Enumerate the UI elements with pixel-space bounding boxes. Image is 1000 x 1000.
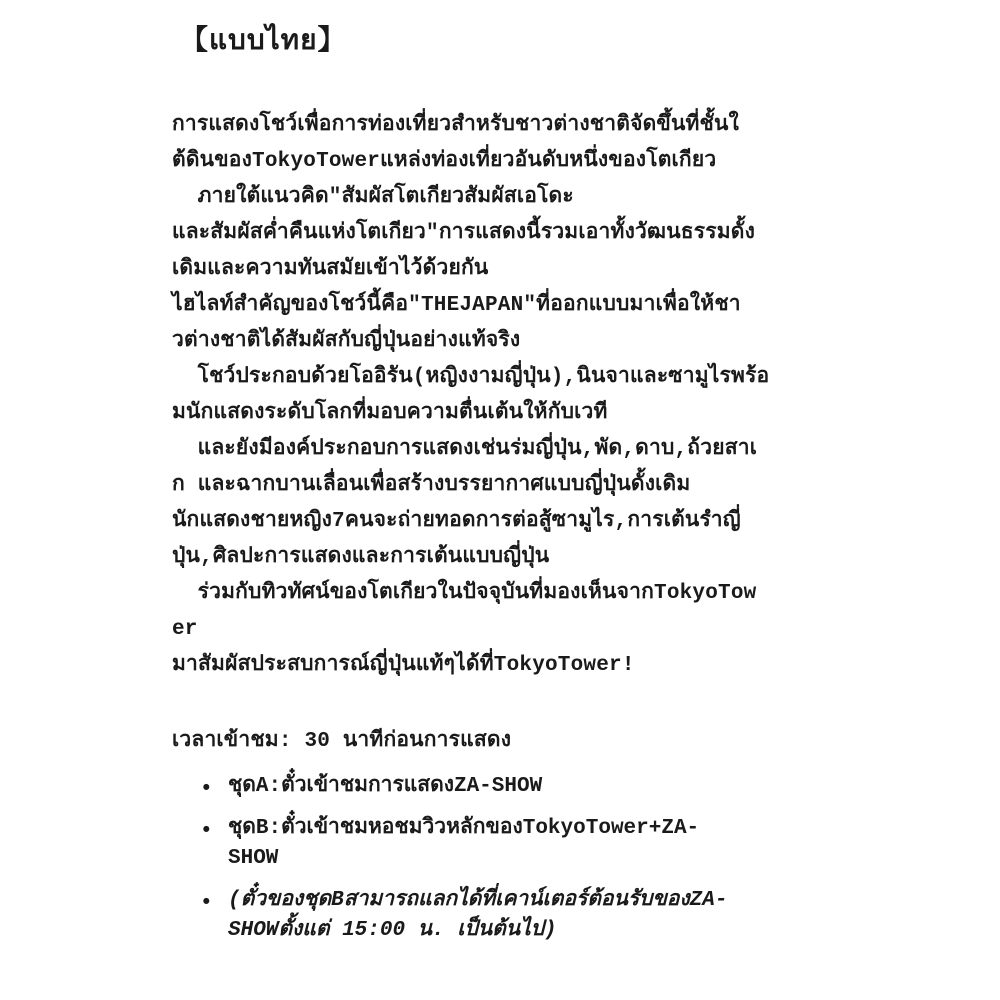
description-line: ไฮไลท์สำคัญของโชว์นี้คือ"THEJAPAN"ที่ออกแบบมาเพื่อให้ชา [172, 294, 741, 317]
description-line: ภายใต้แนวคิด"สัมผัสโตเกียวสัมผัสเอโดะ [172, 186, 574, 209]
description-block [172, 108, 832, 684]
description-line: มาสัมผัสประสบการณ์ญี่ปุ่นแท้ๆได้ที่TokyoTower! [172, 654, 635, 677]
bullet-icon: • [200, 820, 213, 843]
ticket-note-line: SHOWตั้งแต่ 15:00 น. เป็นต้นไป) [228, 919, 557, 942]
page-heading: 【แบบไทย】 [180, 23, 347, 56]
ticket-list [200, 772, 840, 958]
bullet-icon: • [200, 892, 213, 915]
ticket-line: ชุดB:ตั๋วเข้าชมหอชมวิวหลักของTokyoTower+ZA- [228, 817, 700, 840]
description-line: วต่างชาติได้สัมผัสกับญี่ปุ่นอย่างแท้จริง [172, 330, 521, 353]
entry-time [172, 724, 832, 760]
description-line: การแสดงโชว์เพื่อการท่องเที่ยวสำหรับชาวต่างชาติจัดขึ้นที่ชั้นใ [172, 114, 740, 137]
description-line: และยังมีองค์ประกอบการแสดงเช่นร่มญี่ปุ่น,พัด,ดาบ,ถ้วยสาเ [172, 438, 758, 461]
ticket-note [200, 886, 840, 946]
description-line: ปุ่น,ศิลปะการแสดงและการเต้นแบบญี่ปุ่น [172, 546, 550, 569]
description-line: er [172, 618, 198, 641]
ticket-item-a [200, 772, 840, 802]
description-line: และสัมผัสค่ำคืนแห่งโตเกียว"การแสดงนี้รวมเอาทั้งวัฒนธรรมดั้ง [172, 222, 756, 245]
description-line: นักแสดงชายหญิง7คนจะถ่ายทอดการต่อสู้ซามูไร,การเต้นรำญี่ [172, 510, 741, 533]
description-line: ก และฉากบานเลื่อนเพื่อสร้างบรรยากาศแบบญี่ปุ่นดั้งเดิม [172, 474, 691, 497]
bullet-icon: • [200, 778, 213, 801]
entry-time-text: เวลาเข้าชม: 30 นาทีก่อนการแสดง [172, 730, 512, 753]
description-line: ต้ดินของTokyoTowerแหล่งท่องเที่ยวอันดับหนึ่งของโตเกียว [172, 150, 717, 173]
description-line: เดิมและความทันสมัยเข้าไว้ด้วยกัน [172, 258, 489, 281]
ticket-note-line: (ตั๋วของชุดBสามารถแลกได้ที่เคาน์เตอร์ต้อนรับของZA- [228, 889, 728, 912]
description-line: โชว์ประกอบด้วยโออิรัน(หญิงงามญี่ปุ่น),นินจาและซามูไรพร้อ [172, 366, 770, 389]
ticket-item-b [200, 814, 840, 874]
ticket-line: ชุดA:ตั๋วเข้าชมการแสดงZA-SHOW [228, 775, 543, 798]
ticket-line: SHOW [228, 847, 279, 870]
description-line: มนักแสดงระดับโลกที่มอบความตื่นเต้นให้กับเวที [172, 402, 608, 425]
description-line: ร่วมกับทิวทัศน์ของโตเกียวในปัจจุบันที่มองเห็นจากTokyoTow [172, 582, 757, 605]
